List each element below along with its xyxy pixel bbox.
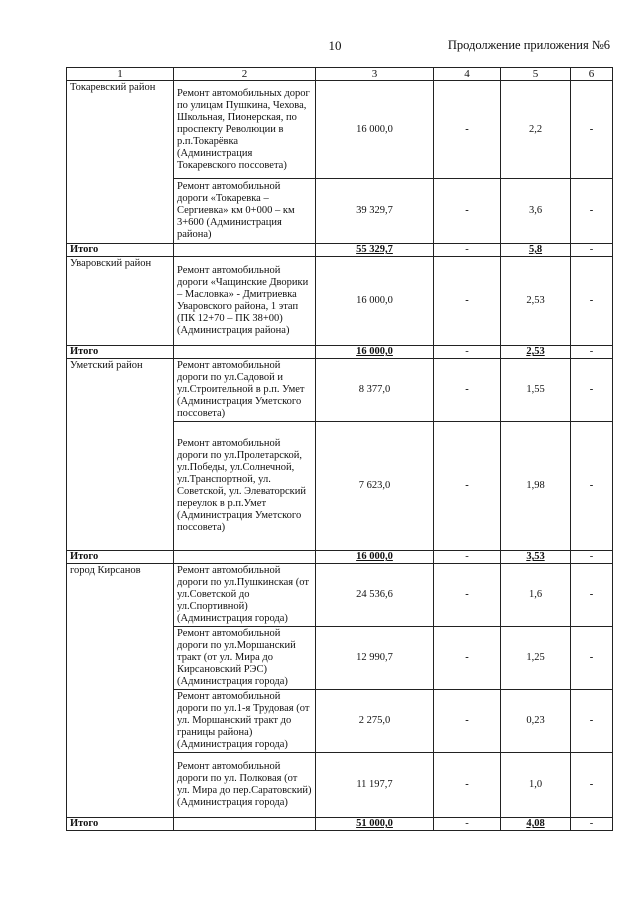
length-cell: 1,98 [501, 422, 571, 551]
work-description: Ремонт автомобильной дороги по ул.Садовой и ул.Строительной в р.п. Умет (Администрация Уметского поссовета) [174, 359, 316, 422]
total-row [67, 346, 613, 359]
page-number: 10 [328, 38, 342, 53]
col6-cell: - [571, 359, 613, 422]
work-description: Ремонт автомобильной дороги по ул.Пролетарской, ул.Победы, ул.Солнечной, ул.Транспортной, ул. Советской, ул. Элеваторский переулок в р.п.Умет (Администрация Уметского поссовета) [174, 422, 316, 551]
total-length: 2,53 [501, 346, 571, 359]
amount-cell: 8 377,0 [316, 359, 434, 422]
length-cell: 3,6 [501, 179, 571, 244]
amount-cell: 16 000,0 [316, 257, 434, 346]
work-description: Ремонт автомобильной дороги по ул.Пушкинская (от ул.Советской до ул.Спортивной) (Администрация города) [174, 564, 316, 627]
total-col6: - [571, 346, 613, 359]
work-description: Ремонт автомобильных дорог по улицам Пушкина, Чехова, Школьная, Пионерская, по проспекту Революции в р.п.Токарёвка (Администрация Токаревского поссовета) [174, 81, 316, 179]
col6-cell: - [571, 422, 613, 551]
amount-cell: 7 623,0 [316, 422, 434, 551]
column-number: 5 [501, 68, 571, 81]
total-amount: 16 000,0 [316, 551, 434, 564]
table-row [67, 81, 613, 179]
district-name: Уваровский район [67, 257, 174, 346]
col6-cell: - [571, 179, 613, 244]
work-description: Ремонт автомобильной дороги «Чащинские Дворики – Масловка» - Дмитриевка Уваровского района, 1 этап (ПК 12+70 – ПК 38+00) (Администрация района) [174, 257, 316, 346]
total-label: Итого [67, 551, 174, 564]
length-cell: 2,2 [501, 81, 571, 179]
work-description: Ремонт автомобильной дороги по ул.1-я Трудовая (от ул. Моршанский тракт до границы района) (Администрация города) [174, 690, 316, 753]
col4-cell: - [434, 81, 501, 179]
total-empty [174, 818, 316, 831]
total-col6: - [571, 551, 613, 564]
col4-cell: - [434, 179, 501, 244]
total-col4: - [434, 818, 501, 831]
total-empty [174, 244, 316, 257]
amount-cell: 11 197,7 [316, 753, 434, 818]
total-row [67, 818, 613, 831]
column-number: 2 [174, 68, 316, 81]
col4-cell: - [434, 359, 501, 422]
length-cell: 2,53 [501, 257, 571, 346]
col4-cell: - [434, 690, 501, 753]
work-description: Ремонт автомобильной дороги по ул.Моршанский тракт (от ул. Мира до Кирсановский РЭС) (Администрация города) [174, 627, 316, 690]
col4-cell: - [434, 422, 501, 551]
district-name: Уметский район [67, 359, 174, 551]
amount-cell: 39 329,7 [316, 179, 434, 244]
total-label: Итого [67, 818, 174, 831]
length-cell: 1,55 [501, 359, 571, 422]
table-row [67, 564, 613, 627]
length-cell: 1,6 [501, 564, 571, 627]
length-cell: 1,25 [501, 627, 571, 690]
district-name: город Кирсанов [67, 564, 174, 818]
total-amount: 55 329,7 [316, 244, 434, 257]
amount-cell: 12 990,7 [316, 627, 434, 690]
road-repair-table [66, 67, 613, 831]
district-name: Токаревский район [67, 81, 174, 244]
total-length: 4,08 [501, 818, 571, 831]
total-col6: - [571, 818, 613, 831]
total-row [67, 551, 613, 564]
total-col6: - [571, 244, 613, 257]
col6-cell: - [571, 753, 613, 818]
amount-cell: 24 536,6 [316, 564, 434, 627]
column-number: 6 [571, 68, 613, 81]
col4-cell: - [434, 753, 501, 818]
amount-cell: 16 000,0 [316, 81, 434, 179]
col4-cell: - [434, 627, 501, 690]
total-col4: - [434, 346, 501, 359]
col6-cell: - [571, 81, 613, 179]
col4-cell: - [434, 564, 501, 627]
total-empty [174, 346, 316, 359]
total-amount: 16 000,0 [316, 346, 434, 359]
table-row [67, 359, 613, 422]
work-description: Ремонт автомобильной дороги по ул. Полковая (от ул. Мира до пер.Саратовский) (Администрация города) [174, 753, 316, 818]
work-description: Ремонт автомобильной дороги «Токаревка – Сергиевка» км 0+000 – км 3+600 (Администрация района) [174, 179, 316, 244]
total-row [67, 244, 613, 257]
column-number-row [67, 68, 613, 81]
length-cell: 0,23 [501, 690, 571, 753]
total-col4: - [434, 551, 501, 564]
column-number: 3 [316, 68, 434, 81]
column-number: 1 [67, 68, 174, 81]
table-row [67, 257, 613, 346]
col6-cell: - [571, 690, 613, 753]
total-length: 3,53 [501, 551, 571, 564]
total-amount: 51 000,0 [316, 818, 434, 831]
total-length: 5,8 [501, 244, 571, 257]
column-number: 4 [434, 68, 501, 81]
total-label: Итого [67, 346, 174, 359]
col6-cell: - [571, 257, 613, 346]
col4-cell: - [434, 257, 501, 346]
total-col4: - [434, 244, 501, 257]
length-cell: 1,0 [501, 753, 571, 818]
total-label: Итого [67, 244, 174, 257]
col6-cell: - [571, 564, 613, 627]
amount-cell: 2 275,0 [316, 690, 434, 753]
continuation-label: Продолжение приложения №6 [447, 38, 610, 52]
col6-cell: - [571, 627, 613, 690]
total-empty [174, 551, 316, 564]
